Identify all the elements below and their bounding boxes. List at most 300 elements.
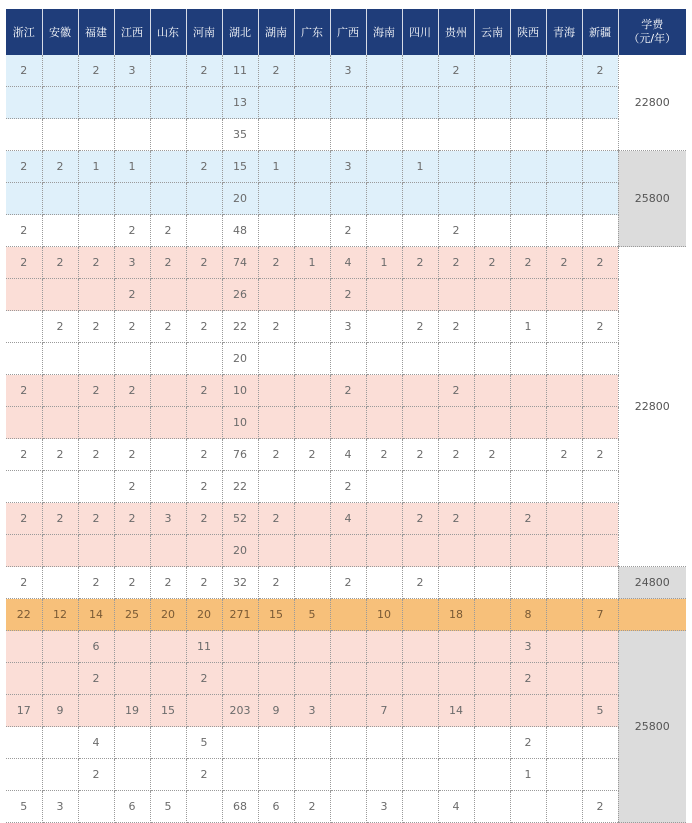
quota-cell: 19 [114,695,150,727]
quota-cell: 4 [330,439,366,471]
quota-cell [438,183,474,215]
quota-cell [582,567,618,599]
quota-cell: 13 [222,87,258,119]
quota-cell [438,279,474,311]
quota-cell: 5 [294,599,330,631]
header-province: 浙江 [6,9,42,55]
quota-cell [402,663,438,695]
quota-cell: 20 [150,599,186,631]
tuition-cell [618,599,686,631]
quota-cell [582,87,618,119]
quota-cell: 4 [78,727,114,759]
tuition-cell: 22800 [618,247,686,567]
quota-cell: 2 [330,375,366,407]
quota-cell [186,183,222,215]
quota-cell [258,343,294,375]
quota-cell [150,631,186,663]
quota-cell [438,87,474,119]
tuition-cell: 25800 [618,631,686,823]
quota-cell: 2 [78,567,114,599]
quota-cell: 1 [294,247,330,279]
quota-cell: 2 [6,215,42,247]
quota-cell [78,343,114,375]
quota-cell [474,599,510,631]
header-province: 湖北 [222,9,258,55]
quota-cell [78,279,114,311]
quota-cell: 26 [222,279,258,311]
quota-cell [582,535,618,567]
quota-cell: 2 [186,55,222,87]
quota-cell [474,727,510,759]
quota-cell [510,567,546,599]
quota-cell [42,535,78,567]
quota-cell [258,471,294,503]
quota-cell [582,727,618,759]
quota-cell [42,631,78,663]
quota-cell [546,183,582,215]
quota-cell [294,567,330,599]
quota-cell: 2 [78,439,114,471]
quota-cell [402,407,438,439]
header-province: 贵州 [438,9,474,55]
quota-cell [582,663,618,695]
quota-cell [474,503,510,535]
quota-cell [6,407,42,439]
quota-cell [474,759,510,791]
quota-cell: 2 [186,503,222,535]
quota-cell [402,695,438,727]
quota-cell [6,183,42,215]
quota-cell: 2 [330,279,366,311]
quota-cell: 3 [510,631,546,663]
quota-cell [546,759,582,791]
quota-cell [42,727,78,759]
quota-cell: 20 [222,535,258,567]
quota-cell: 15 [222,151,258,183]
quota-cell [510,119,546,151]
quota-cell [510,183,546,215]
quota-cell: 6 [114,791,150,823]
quota-cell: 2 [78,663,114,695]
quota-cell [150,87,186,119]
quota-cell [42,759,78,791]
quota-cell: 2 [78,759,114,791]
table-row [6,599,686,631]
quota-cell: 18 [438,599,474,631]
quota-cell [114,535,150,567]
quota-cell [402,599,438,631]
quota-cell [222,727,258,759]
header-province: 湖南 [258,9,294,55]
quota-cell [78,87,114,119]
quota-cell: 2 [6,439,42,471]
quota-cell [330,407,366,439]
quota-cell: 15 [258,599,294,631]
quota-cell [258,759,294,791]
quota-cell: 3 [330,311,366,343]
quota-cell: 20 [222,343,258,375]
quota-cell [510,791,546,823]
quota-cell: 2 [510,247,546,279]
quota-cell: 68 [222,791,258,823]
quota-cell: 5 [6,791,42,823]
quota-cell [330,87,366,119]
quota-cell [366,471,402,503]
quota-cell [474,695,510,727]
quota-cell: 2 [186,311,222,343]
quota-cell: 22 [222,471,258,503]
quota-cell: 2 [78,503,114,535]
table-row [6,343,686,375]
header-province: 海南 [366,9,402,55]
quota-cell [114,663,150,695]
quota-cell [546,631,582,663]
table-row [6,279,686,311]
header-province: 福建 [78,9,114,55]
quota-cell [546,119,582,151]
quota-cell [510,87,546,119]
quota-cell [114,407,150,439]
quota-cell: 11 [186,631,222,663]
quota-cell: 2 [6,375,42,407]
quota-cell: 2 [474,439,510,471]
quota-cell: 2 [258,55,294,87]
quota-cell [366,215,402,247]
quota-cell: 2 [150,247,186,279]
quota-cell [474,663,510,695]
quota-cell [402,631,438,663]
quota-cell [330,663,366,695]
quota-cell: 48 [222,215,258,247]
quota-cell [150,471,186,503]
quota-cell [294,535,330,567]
quota-cell [114,343,150,375]
quota-cell [78,535,114,567]
quota-cell [258,279,294,311]
quota-cell [150,727,186,759]
enrollment-plan-table [6,9,686,823]
quota-cell [546,55,582,87]
quota-cell [186,215,222,247]
quota-cell [546,663,582,695]
quota-cell: 2 [438,439,474,471]
quota-cell [78,119,114,151]
quota-cell [474,791,510,823]
table-row [6,119,686,151]
quota-cell [402,279,438,311]
quota-cell: 2 [186,439,222,471]
quota-cell [150,439,186,471]
quota-cell: 1 [510,311,546,343]
quota-cell: 2 [330,215,366,247]
quota-cell: 74 [222,247,258,279]
quota-cell [6,663,42,695]
quota-cell: 2 [402,311,438,343]
quota-cell [510,535,546,567]
quota-cell: 2 [438,311,474,343]
quota-cell: 2 [6,567,42,599]
quota-cell [114,727,150,759]
quota-cell: 2 [402,247,438,279]
quota-cell [546,343,582,375]
quota-cell: 2 [258,247,294,279]
quota-cell: 2 [150,215,186,247]
quota-cell [258,407,294,439]
quota-cell [510,343,546,375]
quota-cell: 2 [186,471,222,503]
quota-cell: 2 [330,567,366,599]
quota-cell [42,407,78,439]
quota-cell: 2 [114,439,150,471]
quota-cell: 2 [186,247,222,279]
quota-cell [510,279,546,311]
quota-cell [366,727,402,759]
quota-cell [438,759,474,791]
quota-cell [474,567,510,599]
quota-cell [150,407,186,439]
quota-cell [294,55,330,87]
quota-cell [222,759,258,791]
quota-cell [366,631,402,663]
quota-cell: 1 [510,759,546,791]
quota-cell [186,119,222,151]
quota-cell [474,471,510,503]
quota-cell [330,119,366,151]
quota-cell [546,791,582,823]
quota-cell: 2 [546,247,582,279]
table-row [6,183,686,215]
quota-cell [582,215,618,247]
quota-cell [330,631,366,663]
quota-cell: 3 [114,55,150,87]
quota-cell: 1 [258,151,294,183]
quota-cell [546,279,582,311]
quota-cell: 2 [294,439,330,471]
quota-cell [258,183,294,215]
quota-cell: 7 [366,695,402,727]
quota-cell: 2 [42,311,78,343]
quota-cell [294,727,330,759]
quota-cell [330,695,366,727]
table-row [6,727,686,759]
table-row [6,663,686,695]
quota-cell [294,119,330,151]
quota-cell [150,343,186,375]
quota-cell [294,343,330,375]
quota-cell: 2 [186,663,222,695]
quota-cell: 2 [330,471,366,503]
quota-cell: 2 [438,375,474,407]
quota-cell: 12 [42,599,78,631]
quota-cell [474,55,510,87]
quota-cell [438,567,474,599]
table-row [6,439,686,471]
quota-cell [42,183,78,215]
quota-cell: 11 [222,55,258,87]
quota-cell [366,183,402,215]
quota-cell: 9 [42,695,78,727]
header-province: 陕西 [510,9,546,55]
quota-cell: 2 [78,247,114,279]
quota-cell [78,695,114,727]
quota-cell: 2 [150,567,186,599]
quota-cell: 15 [150,695,186,727]
quota-cell [6,631,42,663]
quota-cell [510,471,546,503]
quota-cell [258,215,294,247]
table-row [6,407,686,439]
quota-cell [150,151,186,183]
quota-cell [582,279,618,311]
quota-cell [150,55,186,87]
quota-cell: 2 [258,503,294,535]
quota-cell: 2 [42,439,78,471]
quota-cell: 10 [366,599,402,631]
quota-cell [582,151,618,183]
quota-cell [186,695,222,727]
quota-cell: 6 [78,631,114,663]
quota-cell [258,375,294,407]
quota-cell [6,279,42,311]
quota-cell [510,375,546,407]
quota-cell: 4 [438,791,474,823]
quota-cell [546,407,582,439]
quota-cell: 2 [438,55,474,87]
quota-cell [582,759,618,791]
quota-cell [6,535,42,567]
quota-cell: 4 [330,503,366,535]
quota-cell: 2 [438,503,474,535]
quota-cell [6,311,42,343]
quota-cell: 2 [114,503,150,535]
quota-cell: 2 [582,439,618,471]
quota-cell [42,343,78,375]
quota-cell [402,759,438,791]
quota-cell [582,119,618,151]
quota-cell [546,375,582,407]
quota-cell [546,151,582,183]
quota-cell: 3 [150,503,186,535]
quota-cell [402,215,438,247]
quota-cell [582,343,618,375]
quota-cell [294,471,330,503]
quota-cell: 6 [258,791,294,823]
quota-cell [222,663,258,695]
quota-cell [294,311,330,343]
quota-cell [510,215,546,247]
quota-cell: 2 [402,439,438,471]
quota-cell: 2 [186,567,222,599]
quota-cell [186,535,222,567]
quota-cell: 2 [114,375,150,407]
tuition-cell: 24800 [618,567,686,599]
quota-cell [150,279,186,311]
quota-cell [258,119,294,151]
quota-cell [546,87,582,119]
table-row [6,151,686,183]
quota-cell [510,151,546,183]
header-province: 云南 [474,9,510,55]
quota-cell [78,215,114,247]
quota-cell: 2 [258,567,294,599]
quota-cell: 2 [6,247,42,279]
quota-cell [402,87,438,119]
quota-cell [366,279,402,311]
quota-cell [546,599,582,631]
quota-cell: 2 [438,215,474,247]
quota-cell [222,631,258,663]
quota-cell [78,407,114,439]
quota-cell [294,375,330,407]
quota-cell: 17 [6,695,42,727]
quota-cell [474,535,510,567]
quota-cell [6,727,42,759]
quota-cell: 2 [366,439,402,471]
quota-cell: 2 [186,759,222,791]
quota-cell: 14 [438,695,474,727]
quota-cell [42,567,78,599]
quota-cell [114,87,150,119]
quota-cell [474,631,510,663]
quota-cell: 2 [78,375,114,407]
quota-cell [114,183,150,215]
quota-cell: 2 [258,311,294,343]
quota-cell [294,183,330,215]
quota-cell [294,407,330,439]
quota-cell: 1 [78,151,114,183]
quota-cell: 2 [546,439,582,471]
quota-cell [186,279,222,311]
quota-cell [294,151,330,183]
quota-cell [6,759,42,791]
table-row [6,791,686,823]
quota-cell [258,631,294,663]
quota-cell [438,631,474,663]
quota-cell [402,791,438,823]
quota-cell: 2 [510,727,546,759]
quota-cell [438,727,474,759]
quota-cell [474,375,510,407]
quota-cell [258,87,294,119]
quota-cell [258,663,294,695]
table-row [6,631,686,663]
quota-cell [42,471,78,503]
quota-cell: 25 [114,599,150,631]
quota-cell [366,151,402,183]
table-body [6,55,686,823]
quota-cell [366,343,402,375]
quota-cell [546,311,582,343]
quota-cell: 2 [114,311,150,343]
quota-cell [78,791,114,823]
quota-cell [186,407,222,439]
quota-cell [42,55,78,87]
quota-cell: 2 [582,55,618,87]
quota-cell: 2 [6,151,42,183]
quota-cell [510,439,546,471]
quota-cell [150,119,186,151]
quota-cell [510,407,546,439]
quota-cell [78,471,114,503]
quota-cell [114,631,150,663]
quota-cell [366,311,402,343]
quota-cell [474,279,510,311]
quota-cell: 2 [114,215,150,247]
quota-cell [366,55,402,87]
quota-cell [150,375,186,407]
tuition-cell: 22800 [618,55,686,151]
quota-cell [474,407,510,439]
